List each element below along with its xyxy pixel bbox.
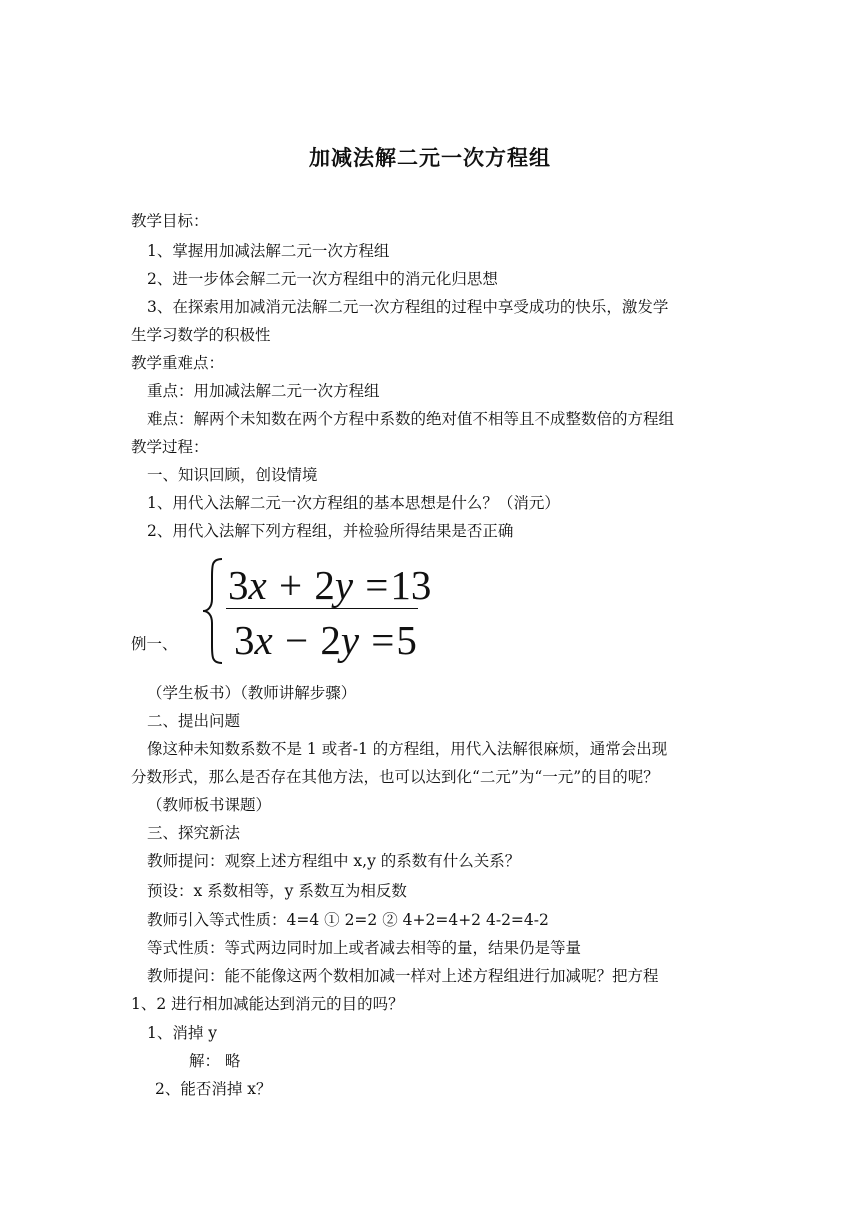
equality-property-example: 教师引入等式性质：4=4 ① 2=2 ② 4+2=4+2 4-2=4-2 [147, 911, 549, 929]
eq1-var-x: x [248, 562, 267, 608]
equation-separator-line [226, 608, 418, 609]
eq1-equals: = [365, 562, 389, 608]
eq2-var-y: y [340, 617, 360, 663]
section-heading-objectives: 教学目标： [131, 212, 209, 230]
step-heading-problem: 二、提出问题 [147, 712, 241, 730]
step-heading-review: 一、知识回顾，创设情境 [147, 466, 318, 484]
eq1-operator: + [278, 562, 303, 608]
eq2-coef-x: 3 [234, 617, 255, 663]
objective-1: 1、掌握用加减法解二元一次方程组 [147, 242, 390, 260]
eq1-var-y: y [334, 562, 354, 608]
equality-property: 等式性质：等式两边同时加上或者减去相等的量，结果仍是等量 [147, 939, 582, 957]
equation-1 [228, 563, 431, 607]
teacher-question-2-continued: 1、2 进行相加减能达到消元的目的吗？ [131, 995, 404, 1013]
section-heading-key-points: 教学重难点： [131, 354, 225, 372]
example-label: 例一、 [131, 635, 178, 653]
eq1-rhs: 13 [390, 562, 432, 608]
task-eliminate-y: 1、消掉 y [147, 1024, 218, 1042]
review-question-2: 2、用代入法解下列方程组，并检验所得结果是否正确 [147, 522, 514, 540]
task-eliminate-x: 2、能否消掉 x？ [155, 1080, 272, 1098]
key-point: 重点：用加减法解二元一次方程组 [147, 382, 380, 400]
board-note: （学生板书）（教师讲解步骤） [147, 684, 357, 702]
expected-answer: 预设：x 系数相等，y 系数互为相反数 [147, 882, 407, 900]
eq2-coef-y: 2 [320, 617, 341, 663]
left-brace-icon [200, 555, 226, 667]
step-heading-explore: 三、探究新法 [147, 824, 241, 842]
solution-omitted: 解： 略 [189, 1052, 241, 1070]
section-heading-process: 教学过程： [131, 438, 209, 456]
objective-2: 2、进一步体会解二元一次方程组中的消元化归思想 [147, 270, 498, 288]
review-question-1: 1、用代入法解二元一次方程组的基本思想是什么？（消元） [147, 494, 560, 512]
eq2-operator: − [284, 617, 309, 663]
eq2-var-x: x [254, 617, 273, 663]
teacher-question-2: 教师提问：能不能像这两个数相加减一样对上述方程组进行加减呢？把方程 [147, 967, 659, 985]
topic-board-note: （教师板书课题） [147, 796, 272, 814]
eq1-coef-x: 3 [228, 562, 249, 608]
objective-3: 3、在探索用加减消元法解二元一次方程组的过程中享受成功的快乐，激发学 [147, 298, 669, 316]
eq2-equals: = [371, 617, 395, 663]
document-title: 加减法解二元一次方程组 [309, 145, 551, 170]
eq2-rhs: 5 [396, 617, 417, 663]
problem-text: 像这种未知数系数不是 1 或者-1 的方程组，用代入法解很麻烦，通常会出现 [147, 740, 668, 758]
problem-text-continued: 分数形式，那么是否存在其他方法，也可以达到化“二元”为“一元”的目的呢？ [131, 768, 659, 786]
equation-2 [234, 618, 417, 662]
difficult-point: 难点：解两个未知数在两个方程中系数的绝对值不相等且不成整数倍的方程组 [147, 410, 675, 428]
objective-3-continued: 生学习数学的积极性 [131, 326, 271, 344]
teacher-question-1: 教师提问：观察上述方程组中 x,y 的系数有什么关系？ [147, 852, 521, 870]
eq1-coef-y: 2 [314, 562, 335, 608]
